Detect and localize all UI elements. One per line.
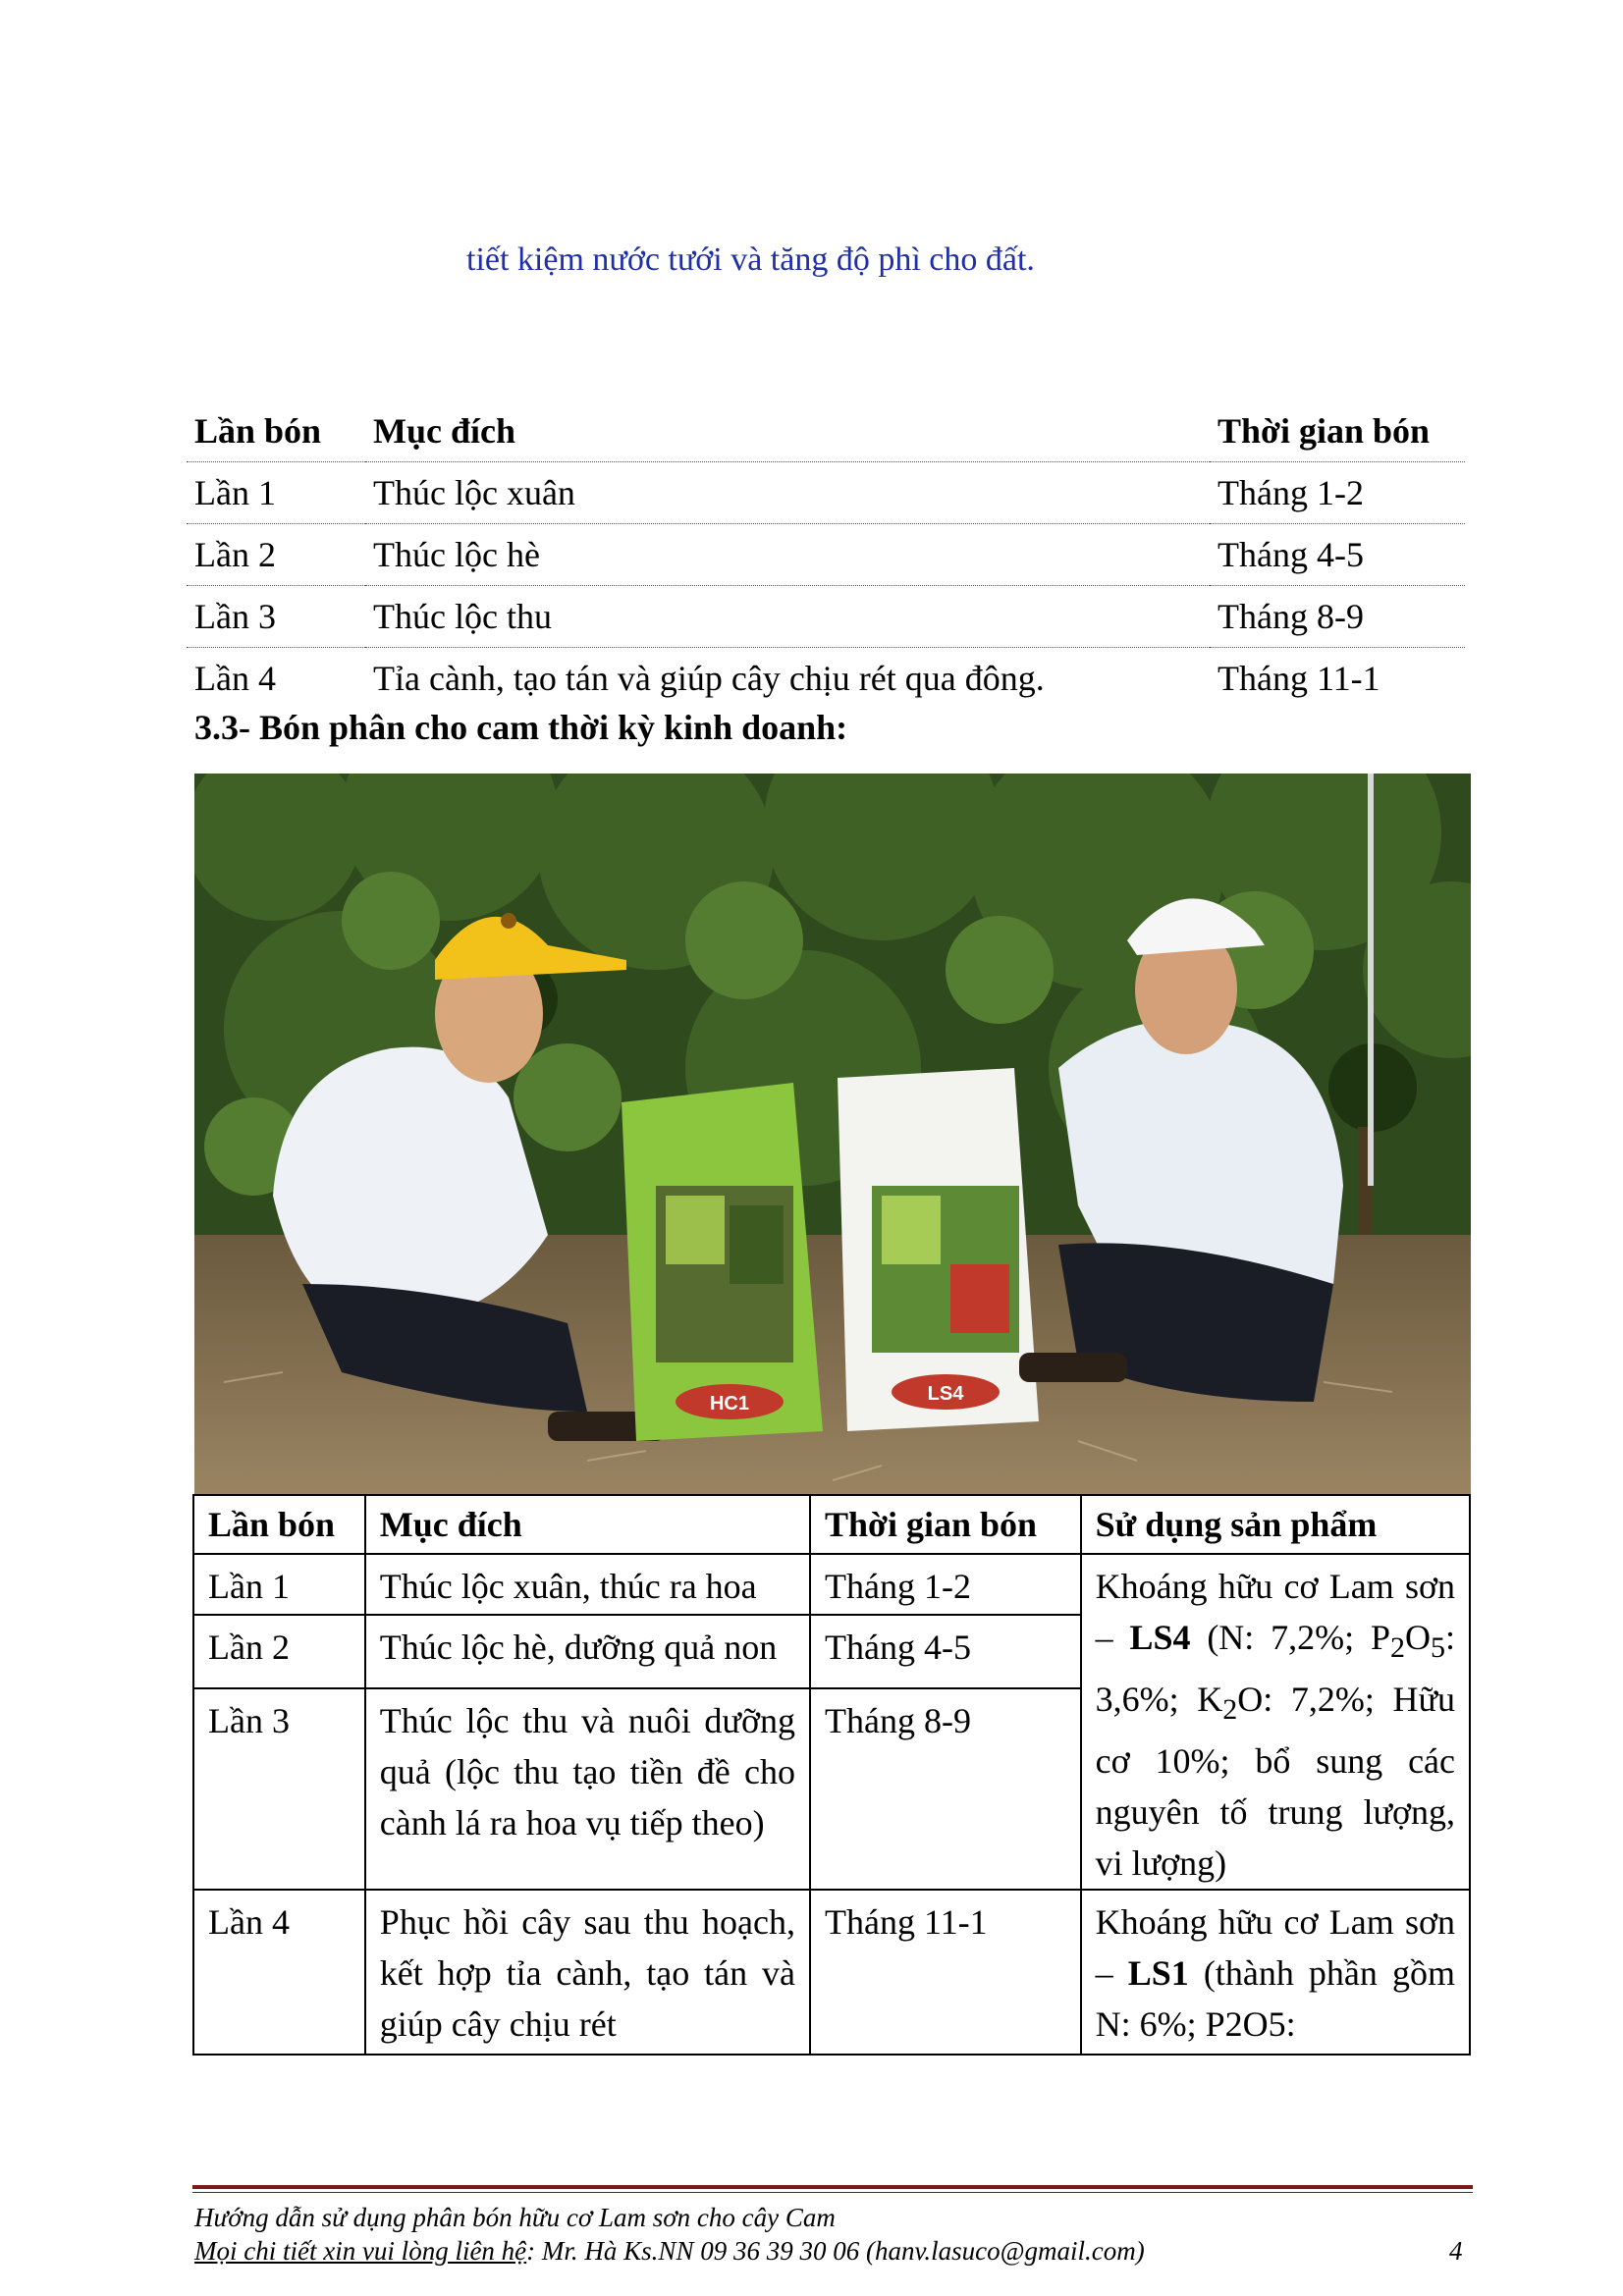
fertilizer-bag-hc1 xyxy=(622,1083,823,1441)
cell-muc-dich: Phục hồi cây sau thu hoạch, kết hợp tỉa cành, tạo tán và giúp cây chịu rét xyxy=(365,1890,810,2055)
cell-muc-dich: Thúc lộc hè xyxy=(365,524,1210,586)
orchard-photo xyxy=(194,774,1471,1496)
product-ls4-sub: 2 xyxy=(1390,1631,1405,1665)
product-ls4-text: (N: 7,2%; P xyxy=(1190,1618,1390,1657)
cell-product-ls4 xyxy=(1081,1554,1470,1890)
svg-text:LS4: LS4 xyxy=(927,1383,964,1405)
table-row xyxy=(193,1554,1470,1615)
header-lan-bon: Lần bón xyxy=(187,400,365,462)
cell-thoi-gian: Tháng 8-9 xyxy=(810,1688,1081,1890)
cell-thoi-gian: Tháng 11-1 xyxy=(1217,659,1380,698)
cell-lan: Lần 1 xyxy=(193,1554,365,1615)
header-thoi-gian: Thời gian bón xyxy=(1210,400,1465,462)
cell-lan: Lần 2 xyxy=(187,524,365,586)
cell-muc-dich: Thúc lộc thu và nuôi dưỡng quả (lộc thu tạo tiền đề cho cành lá ra hoa vụ tiếp theo) xyxy=(365,1688,810,1890)
header-muc-dich: Mục đích xyxy=(365,400,1210,462)
cell-lan: Lần 1 xyxy=(187,462,365,524)
cell-product-ls1 xyxy=(1081,1890,1470,2055)
product-ls4-prefix: Khoáng hữu cơ Lam sơn – xyxy=(1095,1567,1455,1657)
cell-thoi-gian: Tháng 4-5 xyxy=(810,1615,1081,1688)
cell-muc-dich: Thúc lộc thu xyxy=(365,586,1210,648)
svg-text:HC1: HC1 xyxy=(709,1393,750,1415)
table-header-row xyxy=(193,1495,1470,1554)
product-ls1-prefix: Khoáng hữu cơ Lam sơn – xyxy=(1095,1902,1455,1994)
fertilizer-bag-ls4 xyxy=(838,1068,1039,1431)
header-san-pham: Sử dụng sản phẩm xyxy=(1081,1495,1470,1554)
fertilizing-schedule-table-business xyxy=(192,1494,1471,2056)
product-ls4-text: : 3,6%; K xyxy=(1095,1618,1456,1720)
cell-muc-dich: Tỉa cành, tạo tán và giúp cây chịu rét qua đông. xyxy=(373,659,1045,698)
footer-rule xyxy=(192,2185,1473,2189)
cell-muc-dich: Thúc lộc xuân xyxy=(365,462,1210,524)
footer-title: Hướng dẫn sử dụng phân bón hữu cơ Lam sơn cho cây Cam xyxy=(194,2203,836,2232)
product-ls1-text: (thành phần gồm N: 6%; P2O5: xyxy=(1095,1953,1456,2045)
cell-lan: Lần 4 xyxy=(194,659,276,698)
product-ls4-code: LS4 xyxy=(1129,1618,1191,1657)
product-ls4-text: O: 7,2%; Hữu cơ 10%; bổ sung các nguyên tố trung lượng, vi lượng) xyxy=(1095,1680,1455,1884)
footer-contact-label: Mọi chi tiết xin vui lòng liên hệ xyxy=(194,2236,527,2266)
table-row xyxy=(187,462,1465,524)
cell-lan: Lần 2 xyxy=(193,1615,365,1688)
cell-lan: Lần 4 xyxy=(193,1890,365,2055)
fertilizing-schedule-table-young xyxy=(187,400,1465,709)
footer-rule-thin xyxy=(192,2192,1473,2193)
cell-thoi-gian: Tháng 1-2 xyxy=(810,1554,1081,1615)
header-lan-bon: Lần bón xyxy=(193,1495,365,1554)
cell-thoi-gian: Tháng 1-2 xyxy=(1210,462,1465,524)
section-title: 3.3- Bón phân cho cam thời kỳ kinh doanh: xyxy=(194,708,848,747)
table-row xyxy=(187,524,1465,586)
table-row xyxy=(193,1890,1470,2055)
table-row xyxy=(187,648,1465,710)
cell-muc-dich: Thúc lộc hè, dưỡng quả non xyxy=(365,1615,810,1688)
cell-thoi-gian: Tháng 4-5 xyxy=(1210,524,1465,586)
table-header-row xyxy=(187,400,1465,462)
intro-text: tiết kiệm nước tưới và tăng độ phì cho đất. xyxy=(466,241,1035,278)
header-thoi-gian: Thời gian bón xyxy=(810,1495,1081,1554)
page-number: 4 xyxy=(1449,2236,1463,2266)
cell-lan: Lần 3 xyxy=(187,586,365,648)
cell-lan: Lần 3 xyxy=(193,1688,365,1890)
product-ls4-sub: 5 xyxy=(1431,1631,1445,1665)
product-ls4-sub: 2 xyxy=(1222,1693,1238,1727)
footer-contact xyxy=(194,2236,1145,2267)
table-row xyxy=(187,586,1465,648)
footer-contact-details: : Mr. Hà Ks.NN 09 36 39 30 06 (hanv.lasuco@gmail.com) xyxy=(526,2236,1145,2266)
product-ls1-code: LS1 xyxy=(1127,1953,1189,1994)
cell-thoi-gian: Tháng 8-9 xyxy=(1210,586,1465,648)
cell-thoi-gian: Tháng 11-1 xyxy=(810,1890,1081,2055)
cell-muc-dich: Thúc lộc xuân, thúc ra hoa xyxy=(365,1554,810,1615)
product-ls4-text: O xyxy=(1405,1618,1431,1657)
header-muc-dich: Mục đích xyxy=(365,1495,810,1554)
